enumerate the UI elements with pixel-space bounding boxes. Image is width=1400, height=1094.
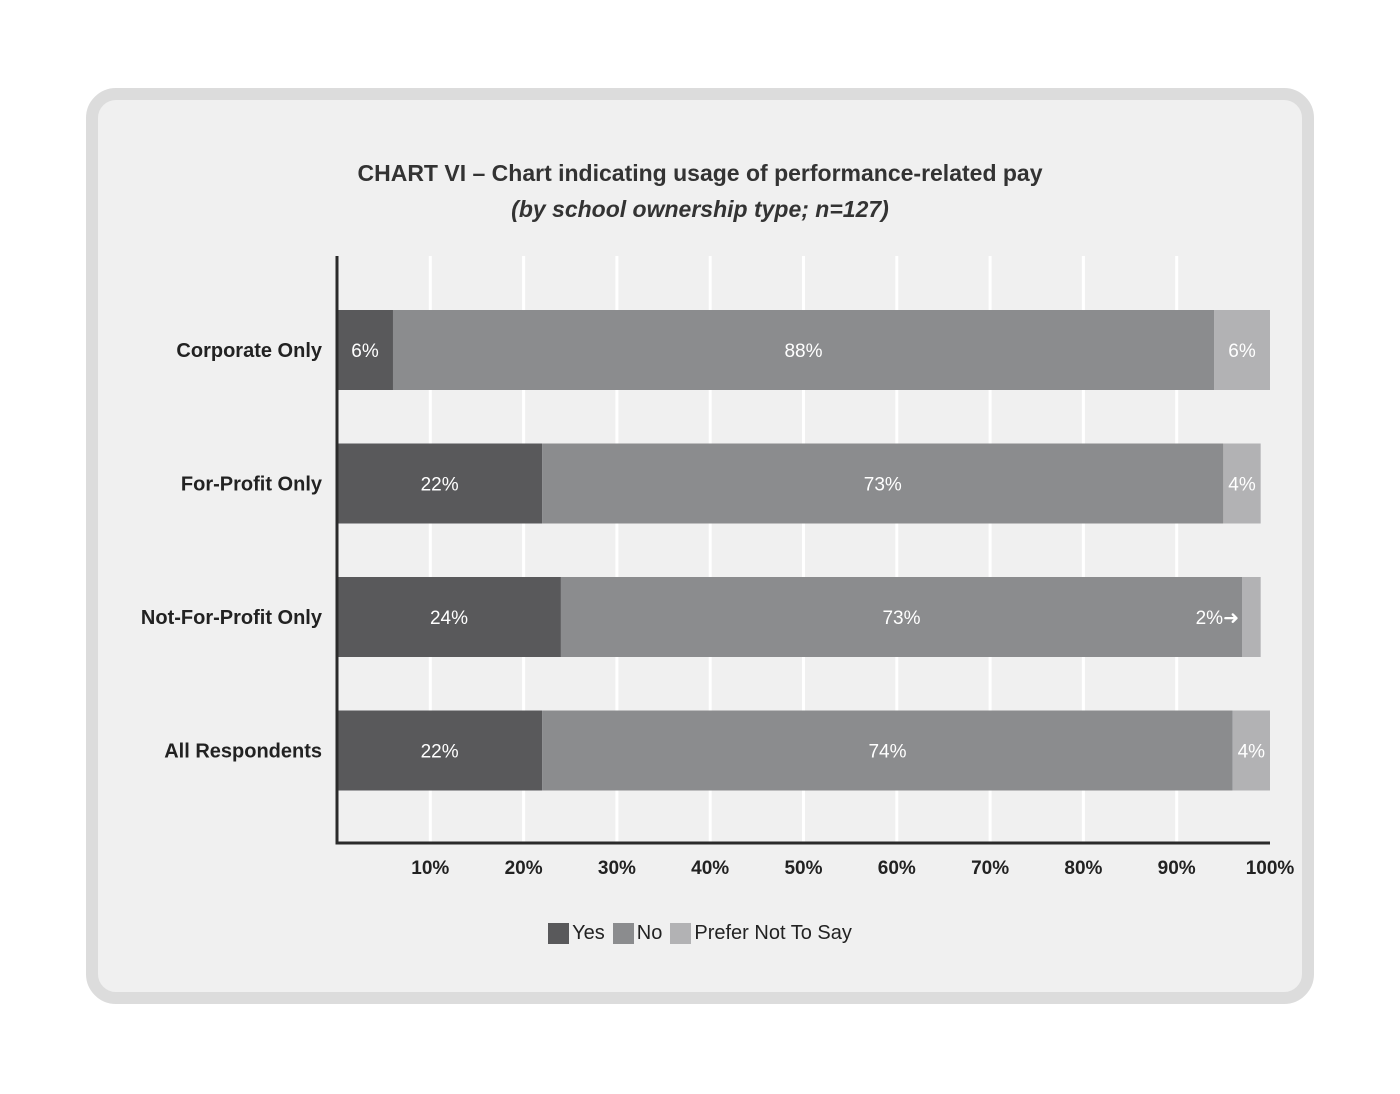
data-label-prefer-not-to-say-2: 4% <box>1228 474 1256 496</box>
data-label-no-2: 73% <box>863 474 902 496</box>
chart-title: CHART VI – Chart indicating usage of performance-related pay <box>357 160 1043 186</box>
chart-subtitle: (by school ownership type; n=127) <box>511 196 889 222</box>
x-tick-label-50: 50% <box>784 858 823 879</box>
legend-item-yes <box>548 922 605 945</box>
data-label-no-3: 73% <box>882 608 921 629</box>
legend-swatch-no <box>613 923 634 944</box>
category-label-2: For-Profit Only <box>180 473 322 496</box>
legend-item-prefer-not-to-say <box>670 922 851 945</box>
x-tick-label-90: 90% <box>1157 858 1196 879</box>
category-label-1: Corporate Only <box>176 340 322 362</box>
data-label-prefer-not-to-say-4: 4% <box>1237 741 1266 763</box>
bar-chart <box>98 100 1302 992</box>
legend-label-yes: Yes <box>572 922 605 944</box>
category-label-3: Not-For-Profit Only <box>140 607 322 629</box>
legend-label-no: No <box>636 922 663 944</box>
x-tick-label-10: 10% <box>411 858 450 879</box>
legend-swatch-prefer-not-to-say <box>670 923 691 944</box>
x-tick-label-80: 80% <box>1064 858 1103 879</box>
x-tick-label-20: 20% <box>504 858 543 879</box>
data-label-yes-2: 22% <box>420 474 459 496</box>
legend-label-prefer-not-to-say: Prefer Not To Say <box>694 922 852 944</box>
data-label-yes-4: 22% <box>420 741 459 763</box>
data-label-yes-1: 6% <box>351 341 379 362</box>
data-label-yes-3: 24% <box>429 608 468 629</box>
x-tick-label-30: 30% <box>597 858 636 879</box>
category-label-4: All Respondents <box>164 740 322 763</box>
x-tick-label-100: 100% <box>1245 858 1295 879</box>
data-label-no-4: 74% <box>868 741 907 763</box>
data-label-prefer-not-to-say-1: 6% <box>1228 341 1256 362</box>
bar-prefer-not-to-say-3 <box>1242 577 1261 657</box>
data-label-no-1: 88% <box>784 341 823 362</box>
data-label-prefer-not-to-say-3: 2%➜ <box>1195 608 1240 629</box>
chart-card <box>86 88 1314 1004</box>
x-tick-label-40: 40% <box>691 858 730 879</box>
x-tick-label-60: 60% <box>877 858 916 879</box>
legend <box>98 922 1302 945</box>
legend-item-no <box>613 922 663 945</box>
legend-swatch-yes <box>548 923 569 944</box>
x-tick-label-70: 70% <box>971 858 1010 879</box>
